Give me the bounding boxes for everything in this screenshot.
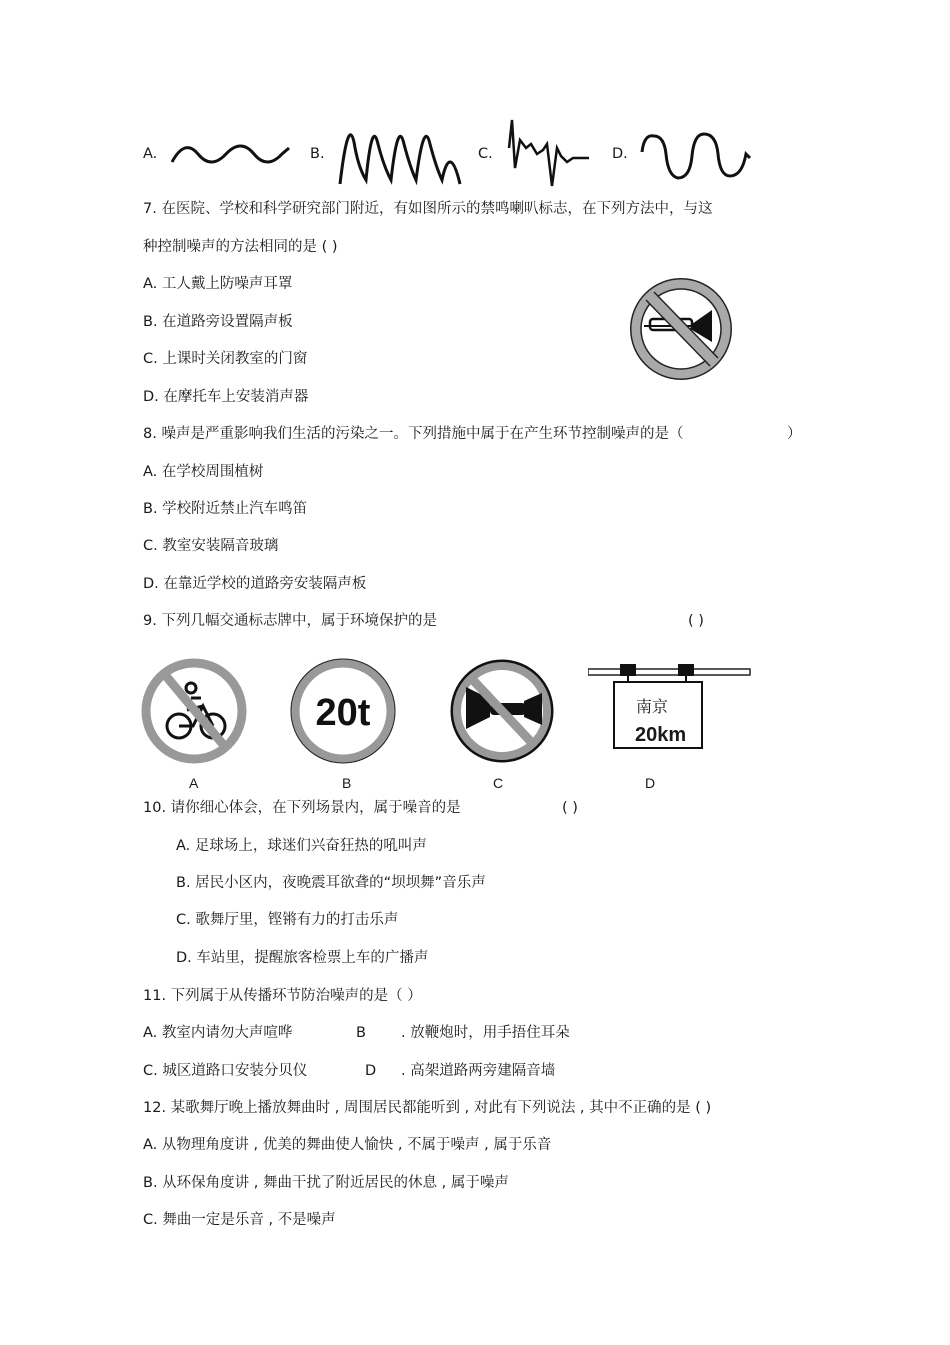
- question-8-option-a: A. 在学校周围植树: [143, 464, 264, 480]
- question-8-option-c: C. 教室安装隔音玻璃: [143, 538, 279, 554]
- direction-sign-city: 南京: [636, 697, 669, 716]
- question-10-option-d: D. 车站里，提醒旅客检票上车的广播声: [176, 950, 429, 966]
- question-7-option-c: C. 上课时关闭教室的门窗: [143, 351, 308, 367]
- weight-limit-sign: [290, 658, 396, 764]
- question-12-option-a: A. 从物理角度讲 , 优美的舞曲使人愉快 , 不属于噪声 , 属于乐音: [143, 1137, 552, 1153]
- question-11-option-c: C. 城区道路口安装分贝仪: [143, 1063, 308, 1079]
- question-11-option-b-letter: B: [356, 1025, 366, 1041]
- question-7-stem-line2: 种控制噪声的方法相同的是 ( ): [143, 239, 338, 255]
- waveform-c: [505, 118, 595, 190]
- question-8-option-d: D. 在靠近学校的道路旁安装隔声板: [143, 576, 367, 592]
- question-10-option-a: A. 足球场上，球迷们兴奋狂热的吼叫声: [176, 838, 427, 854]
- question-7-option-d: D. 在摩托车上安装消声器: [143, 389, 309, 405]
- sign-caption-b: B: [342, 775, 352, 791]
- question-11-option-b-text: . 放鞭炮时，用手捂住耳朵: [401, 1025, 570, 1041]
- no-bicycle-sign: [141, 658, 247, 764]
- option-label-d: D.: [612, 146, 628, 162]
- question-8-close-paren: ）: [787, 426, 802, 442]
- question-7-option-b: B. 在道路旁设置隔声板: [143, 314, 293, 330]
- question-8-stem: 8. 噪声是严重影响我们生活的污染之一。下列措施中属于在产生环节控制噪声的是（: [143, 426, 684, 442]
- question-8-option-b: B. 学校附近禁止汽车鸣笛: [143, 501, 308, 517]
- sign-caption-a: A: [189, 775, 199, 791]
- question-11-option-a: A. 教室内请勿大声喧哗: [143, 1025, 293, 1041]
- option-label-c: C.: [478, 146, 493, 162]
- question-12-option-b: B. 从环保角度讲 , 舞曲干扰了附近居民的休息 , 属于噪声: [143, 1175, 509, 1191]
- waveform-a: [168, 132, 293, 177]
- weight-limit-text: 20t: [315, 692, 371, 734]
- question-7-option-a: A. 工人戴上防噪声耳罩: [143, 276, 293, 292]
- no-horn-sign: [446, 655, 558, 767]
- waveform-d: [638, 126, 754, 186]
- question-9-paren: ( ): [688, 613, 704, 629]
- no-horn-icon: [622, 270, 740, 388]
- question-10-paren: ( ): [562, 800, 578, 816]
- question-11-stem: 11. 下列属于从传播环节防治噪声的是（ ）: [143, 988, 422, 1004]
- question-9-stem: 9. 下列几幅交通标志牌中，属于环境保护的是: [143, 613, 437, 629]
- question-10-option-c: C. 歌舞厅里，铿锵有力的打击乐声: [176, 912, 399, 928]
- sign-caption-c: C: [493, 775, 504, 791]
- question-11-option-d-text: . 高架道路两旁建隔音墙: [401, 1063, 556, 1079]
- question-12-option-c: C. 舞曲一定是乐音 , 不是噪声: [143, 1212, 336, 1228]
- sign-caption-d: D: [645, 775, 656, 791]
- question-7-stem-line1: 7. 在医院、学校和科学研究部门附近，有如图所示的禁鸣喇叭标志，在下列方法中，与这: [143, 201, 713, 217]
- question-11-option-d-letter: D: [365, 1063, 377, 1079]
- question-10-option-b: B. 居民小区内，夜晚震耳欲聋的“坝坝舞”音乐声: [176, 875, 486, 891]
- option-label-a: A.: [143, 146, 158, 162]
- question-12-stem: 12. 某歌舞厅晚上播放舞曲时 , 周围居民都能听到 , 对此有下列说法 , 其中不正确的是 ( ): [143, 1100, 712, 1116]
- option-label-b: B.: [310, 146, 325, 162]
- direction-sign-distance: 20km: [635, 724, 687, 746]
- question-10-stem: 10. 请你细心体会，在下列场景内，属于噪音的是: [143, 800, 461, 816]
- waveform-b: [336, 122, 464, 188]
